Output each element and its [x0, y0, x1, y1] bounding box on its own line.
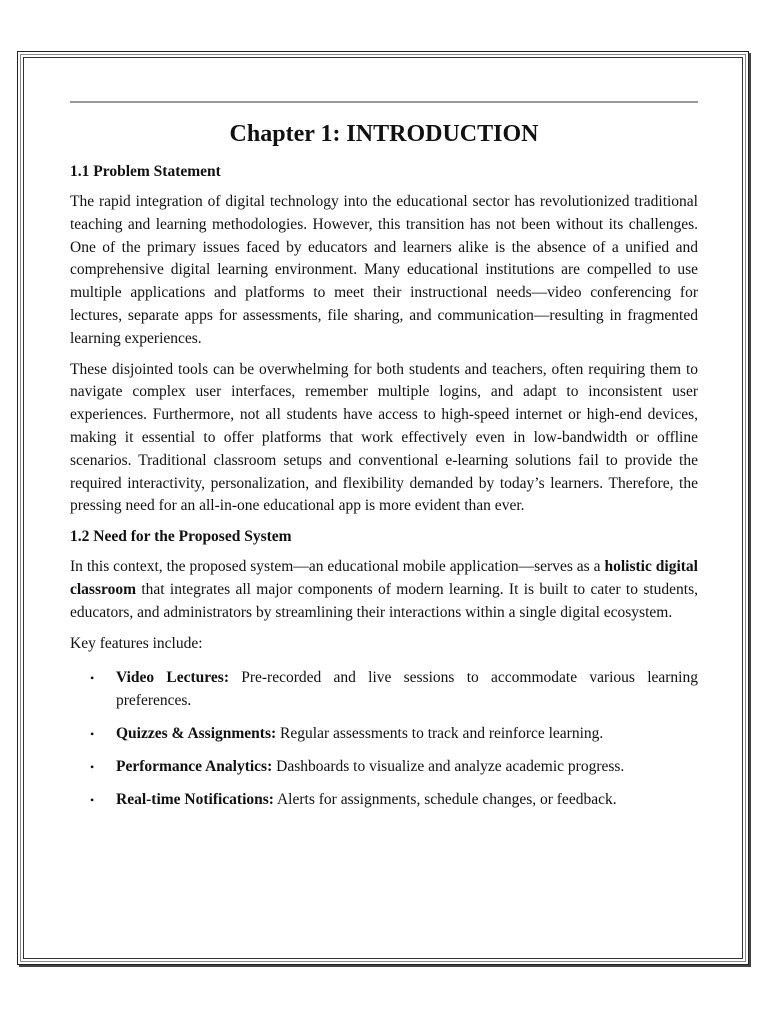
text-run: that integrates all major components of modern learning. It is built to cater to students, educators, and administrators by streamlining their interactions within a single digital ecosystem. [70, 580, 698, 621]
paragraph: These disjointed tools can be overwhelming for both students and teachers, often requiring them to navigate complex user interfaces, remember multiple logins, and adapt to inconsistent user experiences. Furthermore, not all students have access to high-speed internet or high-end devices, making it essential to offer platforms that work effectively even in low-bandwidth or offline scenarios. Traditional classroom setups and conventional e-learning solutions fail to provide the required interactivity, personalization, and flexibility demanded by today’s learners. Therefore, the pressing need for an all-in-one educational app is more evident than ever. [70, 360, 698, 515]
chapter-title: Chapter 1: INTRODUCTION [229, 121, 539, 147]
feature-text: Pre-recorded and live sessions to accommodate various learning preferences. [116, 669, 698, 710]
list-item [70, 789, 698, 812]
feature-text: Regular assessments to track and reinforce learning. [276, 724, 604, 742]
text-run: In this context, the proposed system—an educational mobile application—serves as a [70, 558, 605, 576]
feature-title: Video Lectures: [116, 669, 229, 687]
bullet-icon: • [90, 759, 95, 774]
paragraph [70, 556, 698, 624]
bullet-icon: • [90, 792, 95, 807]
list-item [70, 667, 698, 713]
feature-list [70, 667, 698, 811]
paragraph: The rapid integration of digital technology into the educational sector has revolutionized traditional teaching and learning methodologies. However, this transition has not been without its challenges. One of the primary issues faced by educators and learners alike is the absence of a unified and comprehensive digital learning environment. Many educational institutions are compelled to use multiple applications and platforms to meet their instructional needs—video conferencing for lectures, separate apps for assessments, file sharing, and communication—resulting in fragmented learning experiences. [70, 193, 698, 347]
feature-title: Performance Analytics: [116, 757, 273, 775]
list-item [70, 723, 698, 746]
list-item [70, 756, 698, 779]
section-heading-need-for-system: 1.2 Need for the Proposed System [70, 528, 292, 546]
document-body [70, 117, 698, 821]
bold-text-run: holistic digital classroom [70, 558, 698, 598]
bullet-icon: • [90, 671, 95, 686]
bullet-icon: • [90, 726, 95, 741]
features-lead: Key features include: [70, 634, 203, 652]
feature-text: Dashboards to visualize and analyze academic progress. [272, 757, 625, 775]
feature-text: Alerts for assignments, schedule changes, or feedback. [273, 790, 617, 808]
section-heading-problem-statement: 1.1 Problem Statement [70, 163, 221, 180]
header-rule [70, 101, 698, 103]
feature-title: Real-time Notifications: [116, 790, 274, 808]
feature-title: Quizzes & Assignments: [116, 724, 277, 742]
